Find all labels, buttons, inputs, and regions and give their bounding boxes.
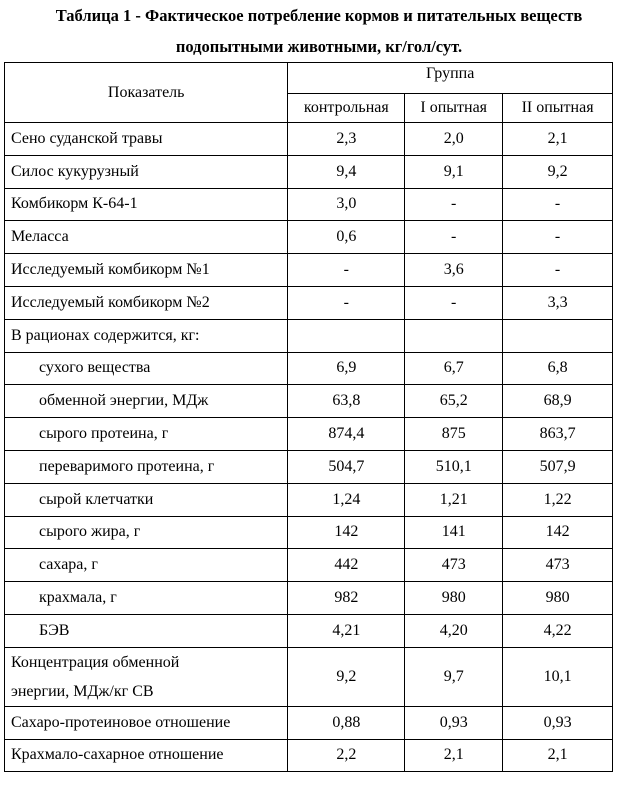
cell-value: - xyxy=(405,286,503,319)
cell-value: 9,7 xyxy=(405,647,503,706)
title-line-2: подопытными животными, кг/гол/сут. xyxy=(175,37,463,56)
table-row xyxy=(5,516,613,549)
row-label: сахара, г xyxy=(5,549,288,582)
cell-value: 0,88 xyxy=(288,706,405,739)
cell-value: - xyxy=(405,188,503,221)
header-indicator: Показатель xyxy=(5,63,288,123)
title-line-1: Таблица 1 - Фактическое потребление кормов и питательных веществ xyxy=(55,6,583,25)
cell-value: 4,21 xyxy=(288,614,405,647)
row-label: крахмала, г xyxy=(5,582,288,615)
cell-value: 3,6 xyxy=(405,254,503,287)
cell-value: 6,7 xyxy=(405,352,503,385)
cell-value: 510,1 xyxy=(405,450,503,483)
row-label: обменной энергии, МДж xyxy=(5,385,288,418)
cell-value: 9,2 xyxy=(288,647,405,706)
row-label-line-2: энергии, МДж/кг СВ xyxy=(11,682,154,700)
row-label: Комбикорм К-64-1 xyxy=(5,188,288,221)
table-row xyxy=(5,647,613,706)
cell-value: 2,2 xyxy=(288,739,405,772)
row-label: переваримого протеина, г xyxy=(5,450,288,483)
table-row xyxy=(5,706,613,739)
cell-value: 1,21 xyxy=(405,483,503,516)
cell-value: - xyxy=(503,188,613,221)
cell-value: - xyxy=(503,254,613,287)
cell-value: 2,1 xyxy=(405,739,503,772)
cell-value: 473 xyxy=(405,549,503,582)
cell-value: 982 xyxy=(288,582,405,615)
cell-value: 3,3 xyxy=(503,286,613,319)
cell-value: 4,22 xyxy=(503,614,613,647)
cell-value: 980 xyxy=(503,582,613,615)
row-label: Крахмало-сахарное отношение xyxy=(5,739,288,772)
cell-value: 874,4 xyxy=(288,418,405,451)
table-title xyxy=(0,0,638,62)
cell-value: 0,93 xyxy=(405,706,503,739)
cell-value: 9,2 xyxy=(503,155,613,188)
cell-value: 4,20 xyxy=(405,614,503,647)
header-col-exp2: II опытная xyxy=(503,94,613,123)
cell-value: 1,22 xyxy=(503,483,613,516)
cell-value: 6,9 xyxy=(288,352,405,385)
cell-value: 142 xyxy=(288,516,405,549)
cell-value: 980 xyxy=(405,582,503,615)
cell-value: 6,8 xyxy=(503,352,613,385)
cell-value: 442 xyxy=(288,549,405,582)
table-row xyxy=(5,123,613,156)
row-label: сырой клетчатки xyxy=(5,483,288,516)
row-label: сырого протеина, г xyxy=(5,418,288,451)
row-label: Сено суданской травы xyxy=(5,123,288,156)
cell-value xyxy=(288,319,405,352)
header-col-exp1: I опытная xyxy=(405,94,503,123)
cell-value: 2,1 xyxy=(503,739,613,772)
table-row xyxy=(5,155,613,188)
row-label: Сахаро-протеиновое отношение xyxy=(5,706,288,739)
table-row xyxy=(5,450,613,483)
cell-value: 473 xyxy=(503,549,613,582)
row-label: В рационах содержится, кг: xyxy=(5,319,288,352)
cell-value: 2,1 xyxy=(503,123,613,156)
cell-value: - xyxy=(405,221,503,254)
table-row xyxy=(5,418,613,451)
cell-value: 2,3 xyxy=(288,123,405,156)
row-label: сырого жира, г xyxy=(5,516,288,549)
cell-value: 875 xyxy=(405,418,503,451)
feed-consumption-table xyxy=(4,62,613,772)
cell-value: 9,4 xyxy=(288,155,405,188)
row-label: Исследуемый комбикорм №2 xyxy=(5,286,288,319)
cell-value: 142 xyxy=(503,516,613,549)
row-label-line-1: Концентрация обменной xyxy=(11,653,180,671)
header-col-control: контрольная xyxy=(288,94,405,123)
cell-value: 507,9 xyxy=(503,450,613,483)
table-row xyxy=(5,352,613,385)
table-row xyxy=(5,188,613,221)
cell-value: 65,2 xyxy=(405,385,503,418)
table-row xyxy=(5,614,613,647)
cell-value: 68,9 xyxy=(503,385,613,418)
table-row xyxy=(5,286,613,319)
table-row xyxy=(5,483,613,516)
row-label xyxy=(5,647,288,706)
table-row xyxy=(5,549,613,582)
table-row xyxy=(5,739,613,772)
cell-value: 0,6 xyxy=(288,221,405,254)
cell-value xyxy=(405,319,503,352)
cell-value: 1,24 xyxy=(288,483,405,516)
row-label: Исследуемый комбикорм №1 xyxy=(5,254,288,287)
table-row xyxy=(5,582,613,615)
header-group: Группа xyxy=(288,63,613,94)
cell-value: 863,7 xyxy=(503,418,613,451)
row-label: Меласса xyxy=(5,221,288,254)
row-label: БЭВ xyxy=(5,614,288,647)
row-label: Силос кукурузный xyxy=(5,155,288,188)
cell-value: 2,0 xyxy=(405,123,503,156)
cell-value: 9,1 xyxy=(405,155,503,188)
cell-value: - xyxy=(503,221,613,254)
cell-value: 10,1 xyxy=(503,647,613,706)
cell-value: - xyxy=(288,254,405,287)
cell-value: - xyxy=(288,286,405,319)
row-label: сухого вещества xyxy=(5,352,288,385)
table-row xyxy=(5,385,613,418)
table-row xyxy=(5,221,613,254)
cell-value: 141 xyxy=(405,516,503,549)
table-row xyxy=(5,319,613,352)
cell-value: 63,8 xyxy=(288,385,405,418)
cell-value: 504,7 xyxy=(288,450,405,483)
cell-value: 0,93 xyxy=(503,706,613,739)
table-row xyxy=(5,254,613,287)
cell-value: 3,0 xyxy=(288,188,405,221)
cell-value xyxy=(503,319,613,352)
